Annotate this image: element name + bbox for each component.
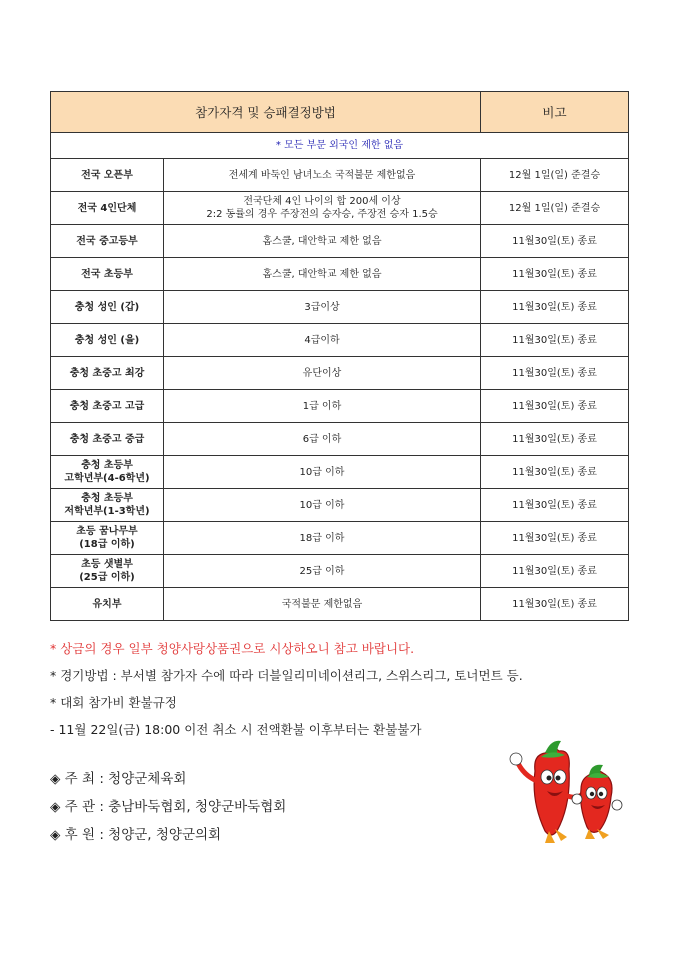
- sponsor-line: ◈ 후 원 : 청양군, 청양군의회: [50, 827, 222, 843]
- table-row: [51, 555, 629, 588]
- chili-pepper-mascot-icon: [505, 735, 625, 847]
- note-cell: 11월30일(토) 종료: [481, 390, 629, 423]
- table-row: [51, 390, 629, 423]
- condition-cell: 25급 이하: [164, 555, 481, 588]
- condition-cell: 전세계 바둑인 남녀노소 국적불문 제한없음: [164, 159, 481, 192]
- condition-cell: 국적불문 제한없음: [164, 588, 481, 621]
- note-cell: 11월30일(토) 종료: [481, 291, 629, 324]
- table-row: [51, 588, 629, 621]
- note-cell: 12월 1일(일) 준결승: [481, 159, 629, 192]
- table-row: [51, 423, 629, 456]
- category-cell: 충청 초중고 최강: [51, 357, 164, 390]
- table-row: [51, 258, 629, 291]
- notes-section: [50, 640, 650, 748]
- category-cell: 초등 샛별부 (25급 이하): [51, 555, 164, 588]
- header-qualification: 참가자격 및 승패결정방법: [51, 92, 481, 133]
- note-cell: 11월30일(토) 종료: [481, 456, 629, 489]
- condition-cell: 18급 이하: [164, 522, 481, 555]
- header-note: 비고: [481, 92, 629, 133]
- table-row: [51, 456, 629, 489]
- condition-cell: 4급이하: [164, 324, 481, 357]
- left-pepper-icon: [510, 741, 585, 843]
- category-cell: 충청 초등부 저학년부(1-3학년): [51, 489, 164, 522]
- table-row: [51, 225, 629, 258]
- table-row: [51, 192, 629, 225]
- note-cell: 11월30일(토) 종료: [481, 423, 629, 456]
- category-cell: 유치부: [51, 588, 164, 621]
- category-cell: 전국 초등부: [51, 258, 164, 291]
- condition-cell: 10급 이하: [164, 489, 481, 522]
- note-cell: 11월30일(토) 종료: [481, 357, 629, 390]
- note-cell: 11월30일(토) 종료: [481, 324, 629, 357]
- table-row: [51, 357, 629, 390]
- condition-cell: 10급 이하: [164, 456, 481, 489]
- host-line: ◈ 주 최 : 청양군체육회: [50, 771, 187, 787]
- category-cell: 충청 초등부 고학년부(4-6학년): [51, 456, 164, 489]
- right-pepper-icon: [572, 765, 622, 839]
- footer-credits: [50, 768, 286, 852]
- category-cell: 초등 꿈나무부 (18급 이하): [51, 522, 164, 555]
- condition-cell: 6급 이하: [164, 423, 481, 456]
- category-cell: 전국 중고등부: [51, 225, 164, 258]
- notice-row: [51, 133, 629, 159]
- note-cell: 12월 1일(일) 준결승: [481, 192, 629, 225]
- table-header-row: [51, 92, 629, 133]
- organizer-line: ◈ 주 관 : 충남바둑협회, 청양군바둑협회: [50, 799, 287, 815]
- prize-note: * 상금의 경우 일부 청양사랑상품권으로 시상하오니 참고 바랍니다.: [50, 641, 415, 656]
- category-cell: 전국 4인단체: [51, 192, 164, 225]
- condition-cell: 홈스쿨, 대안학교 제한 없음: [164, 258, 481, 291]
- condition-cell: 1급 이하: [164, 390, 481, 423]
- category-cell: 전국 오픈부: [51, 159, 164, 192]
- category-cell: 충청 성인 (갑): [51, 291, 164, 324]
- condition-cell: 홈스쿨, 대안학교 제한 없음: [164, 225, 481, 258]
- method-note: * 경기방법 : 부서별 참가자 수에 따라 더블일리미네이션리그, 스위스리그, 토너먼트 등.: [50, 668, 523, 683]
- note-cell: 11월30일(토) 종료: [481, 522, 629, 555]
- refund-detail: - 11월 22일(금) 18:00 이전 취소 시 전액환불 이후부터는 환불불가: [50, 722, 422, 737]
- note-cell: 11월30일(토) 종료: [481, 225, 629, 258]
- table-row: [51, 522, 629, 555]
- rules-table: [50, 91, 629, 621]
- note-cell: 11월30일(토) 종료: [481, 588, 629, 621]
- note-cell: 11월30일(토) 종료: [481, 489, 629, 522]
- table-row: [51, 489, 629, 522]
- condition-cell: 유단이상: [164, 357, 481, 390]
- category-cell: 충청 초중고 중급: [51, 423, 164, 456]
- table-row: [51, 159, 629, 192]
- category-cell: 충청 초중고 고급: [51, 390, 164, 423]
- refund-title: * 대회 참가비 환불규정: [50, 695, 177, 710]
- note-cell: 11월30일(토) 종료: [481, 258, 629, 291]
- note-cell: 11월30일(토) 종료: [481, 555, 629, 588]
- table-row: [51, 291, 629, 324]
- condition-cell: 3급이상: [164, 291, 481, 324]
- category-cell: 충청 성인 (을): [51, 324, 164, 357]
- foreigner-notice: * 모든 부문 외국인 제한 없음: [51, 133, 629, 159]
- condition-cell: 전국단체 4인 나이의 합 200세 이상 2:2 동률의 경우 주장전의 승자승, 주장전 승자 1.5승: [164, 192, 481, 225]
- table-row: [51, 324, 629, 357]
